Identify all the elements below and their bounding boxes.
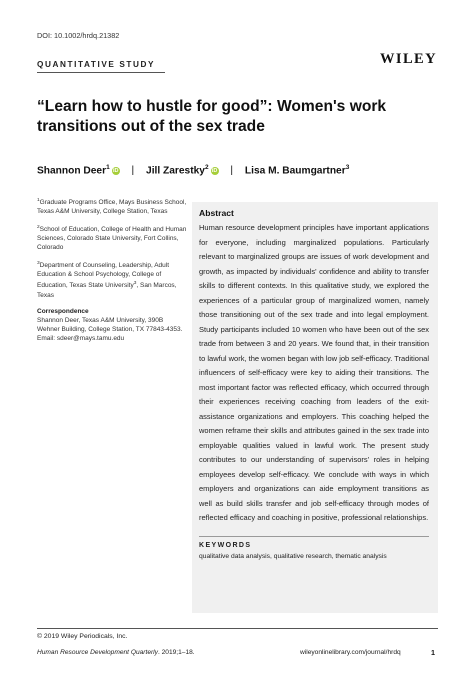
affiliation-marker: 3 xyxy=(133,281,137,287)
affiliation-text: , San Marcos, Texas xyxy=(37,282,177,299)
author-affiliation-marker: 1 xyxy=(106,164,110,171)
footer-rule xyxy=(37,628,438,629)
author-affiliation-marker: 2 xyxy=(204,164,209,171)
author-separator: | xyxy=(131,165,135,177)
author-list xyxy=(37,164,349,176)
correspondence-email[interactable]: Email: sdeer@mays.tamu.edu xyxy=(37,334,125,342)
journal-citation xyxy=(37,649,195,656)
affiliations-column xyxy=(37,196,187,343)
keywords-text: qualitative data analysis, qualitative research, thematic analysis xyxy=(199,552,387,560)
author-name[interactable]: Shannon Deer xyxy=(37,165,107,177)
abstract-box xyxy=(192,202,438,613)
section-rule xyxy=(37,72,165,73)
page-number: 1 xyxy=(431,648,435,657)
abstract-heading: Abstract xyxy=(199,208,234,218)
keywords-divider xyxy=(199,536,429,537)
affiliation-item xyxy=(37,259,187,299)
author-separator: | xyxy=(230,165,234,177)
publisher-logo: WILEY xyxy=(380,51,437,67)
section-label: QUANTITATIVE STUDY xyxy=(37,60,156,69)
affiliation-item xyxy=(37,223,187,252)
affiliation-marker: 2 xyxy=(37,225,40,231)
orcid-icon[interactable]: iD xyxy=(211,168,218,175)
journal-info: . 2019;1–18. xyxy=(157,649,195,656)
abstract-text: Human resource development principles have important applications for everyone, including marginalized populations. Particularly relevant to marginalized groups are issues of work development and growth, as impacted by individuals' confidence and ability to transfer skills to different contexts. In this qualitative study, we explored the experiences of a particular group of marginalized women, namely those transitioning out of the sex trade and into legal employment. Study participants included 10 women who have been out of the sex trade from between 3 and 20 years. We found that, in their transition to lawful work, the women began with low job self-efficacy. Traditional influencers of self-efficacy were key to aiding their transitions. The most important factor was reflected efficacy, which occurred through their experiences receiving coaching from leaders of the exit-assistance organizations and employers. This coaching helped the women reframe their skills and attributes gained in the sex trade into employable qualities valued in lawful work. The present study contributes to our understanding of supervisors' roles in helping employees develop self-efficacy. We conclude with ways in which employers and organizations can aide employment transitions as well as build skills transfer and job self-efficacy through modes of reflected efficacy and coaching in positive, professional relationships. xyxy=(199,223,429,522)
affiliation-marker: 1 xyxy=(37,198,40,203)
article-title: “Learn how to hustle for good”: Women's work transitions out of the sex trade xyxy=(37,98,387,135)
correspondence-address: Shannon Deer, Texas A&M University, 390B Wehner Building, College Station, TX 77843-4353. xyxy=(37,316,183,333)
journal-website-link[interactable]: wileyonlinelibrary.com/journal/hrdq xyxy=(300,649,401,656)
affiliation-marker: 3 xyxy=(37,261,40,267)
correspondence-heading: Correspondence xyxy=(37,307,89,315)
keywords-heading: KEYWORDS xyxy=(199,541,252,549)
affiliation-item xyxy=(37,196,187,216)
journal-name: Human Resource Development Quarterly xyxy=(37,649,158,656)
doi-text: DOI: 10.1002/hrdq.21382 xyxy=(37,31,120,40)
affiliation-text: School of Education, College of Health and Human Sciences, Colorado State University, Fort Collins, Colorado xyxy=(37,226,187,252)
copyright-text: © 2019 Wiley Periodicals, Inc. xyxy=(37,633,128,640)
author-name[interactable]: Jill Zarestky xyxy=(146,165,205,177)
affiliation-text: Graduate Programs Office, Mays Business School, Texas A&M University, College Station, Texas xyxy=(37,199,187,216)
author-affiliation-marker: 3 xyxy=(345,164,350,171)
orcid-icon[interactable]: iD xyxy=(112,168,119,175)
author-name[interactable]: Lisa M. Baumgartner xyxy=(244,165,346,177)
affiliation-text: Department of Counseling, Leadership, Adult Education & School Psychology, College of Education, Texas State University xyxy=(37,262,170,290)
